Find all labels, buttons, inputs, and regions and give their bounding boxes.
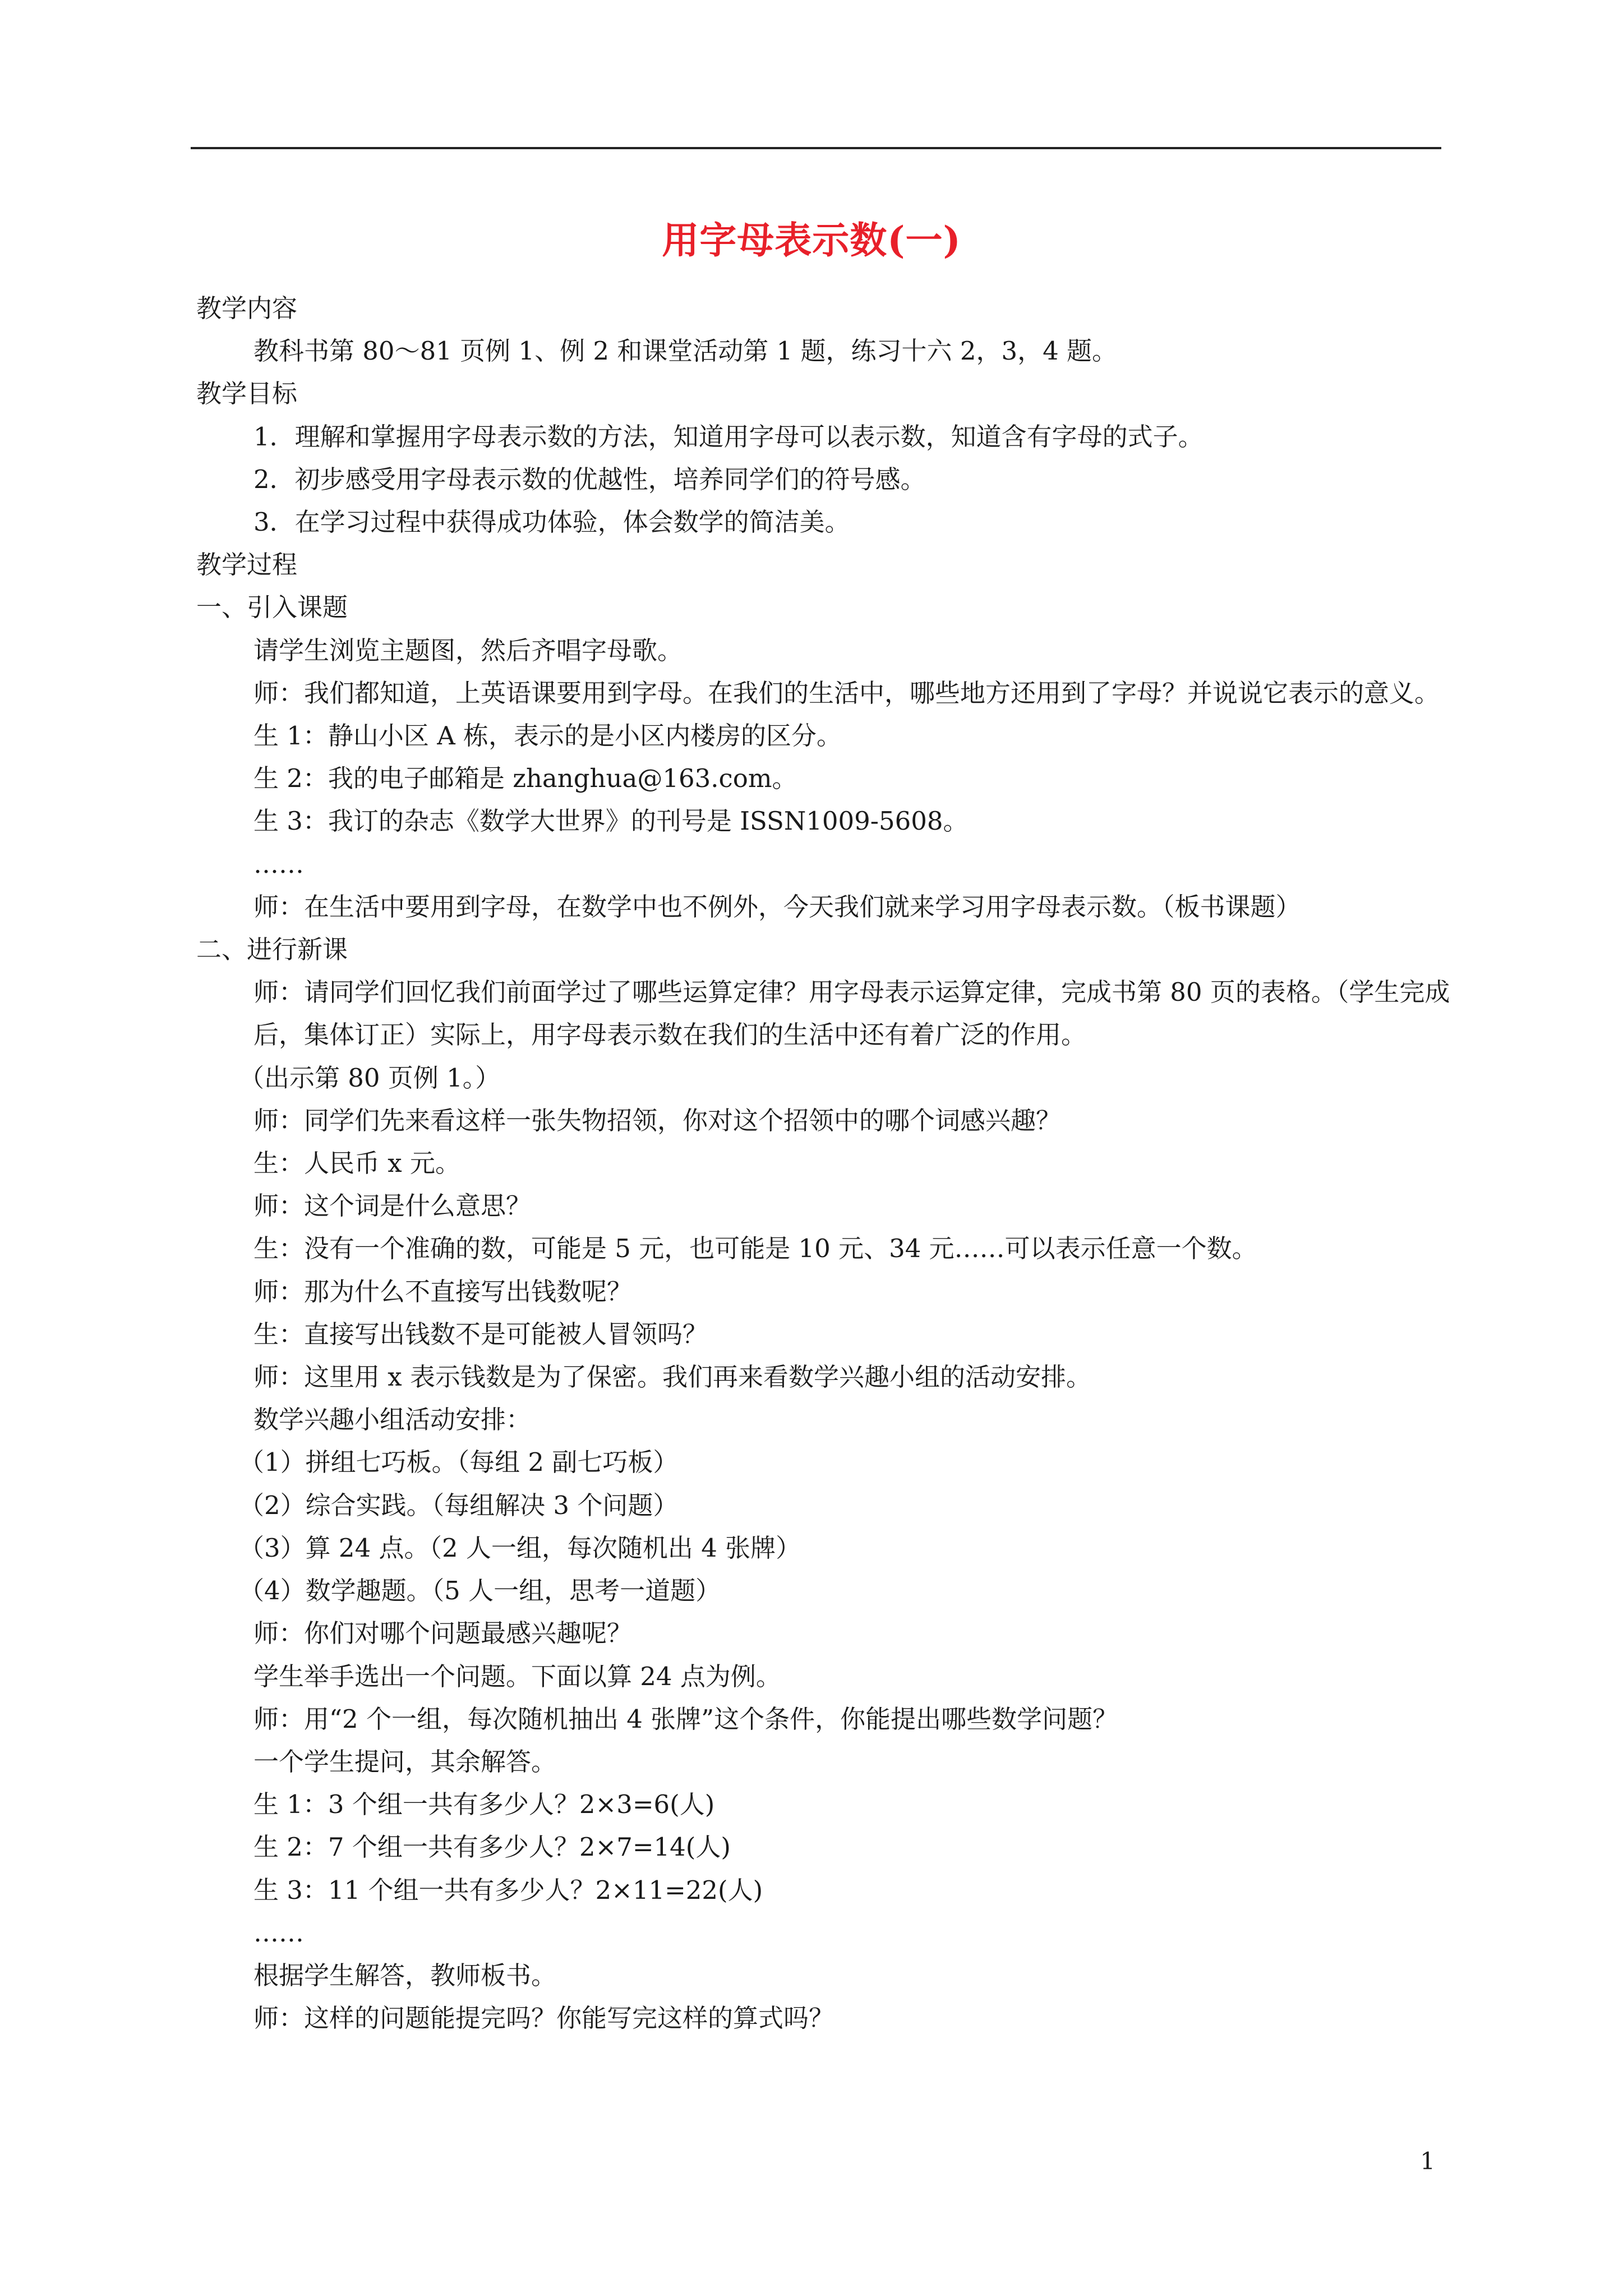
body-paragraph: ……: [253, 1917, 304, 1948]
body-paragraph: 请学生浏览主题图，然后齐唱字母歌。: [253, 635, 683, 665]
body-paragraph: （3）算 24 点。（2 人一组，每次随机出 4 张牌）: [239, 1533, 801, 1563]
body-paragraph: 师：同学们先来看这样一张失物招领，你对这个招领中的哪个词感兴趣？: [253, 1105, 1062, 1135]
body-paragraph: 师：在生活中要用到字母，在数学中也不例外，今天我们就来学习用字母表示数。（板书课题）: [253, 891, 1301, 922]
body-paragraph: 2．初步感受用字母表示数的优越性，培养同学们的符号感。: [253, 464, 926, 494]
body-paragraph: 生 3：11 个组一共有多少人？2×11=22(人): [253, 1875, 763, 1905]
body-paragraph: 师：请同学们回忆我们前面学过了哪些运算定律？用字母表示运算定律，完成书第 80 页的表格。（学生完成后，集体订正）实际上，用字母表示数在我们的生活中还有着广泛的作用。: [253, 977, 1450, 1050]
body-paragraph: 师：这里用 x 表示钱数是为了保密。我们再来看数学兴趣小组的活动安排。: [253, 1362, 1091, 1392]
body-paragraph: 师：我们都知道，上英语课要用到字母。在我们的生活中，哪些地方还用到了字母？并说说它表示的意义。: [253, 678, 1440, 708]
section-heading: 教学过程: [196, 550, 298, 580]
body-paragraph: 生 1：静山小区 A 栋，表示的是小区内楼房的区分。: [253, 721, 842, 751]
body-paragraph: （出示第 80 页例 1。）: [239, 1062, 501, 1093]
body-paragraph: 学生举手选出一个问题。下面以算 24 点为例。: [253, 1661, 781, 1691]
page-number: 1: [1420, 2147, 1435, 2175]
body-paragraph: （1）拼组七巧板。（每组 2 副七巧板）: [239, 1447, 679, 1478]
body-paragraph: 师：这样的问题能提完吗？你能写完这样的算式吗？: [253, 2003, 834, 2033]
body-paragraph: 一个学生提问，其余解答。: [253, 1746, 557, 1777]
body-paragraph: （4）数学趣题。（5 人一组，思考一道题）: [239, 1576, 721, 1606]
header-rule: [191, 147, 1441, 149]
document-body: [196, 287, 1453, 2040]
body-paragraph: 生：没有一个准确的数，可能是 5 元，也可能是 10 元、34 元……可以表示任意一个数。: [253, 1234, 1257, 1264]
body-paragraph: 生：直接写出钱数不是可能被人冒领吗？: [253, 1319, 708, 1349]
body-paragraph: 1．理解和掌握用字母表示数的方法，知道用字母可以表示数，知道含有字母的式子。: [253, 421, 1204, 452]
body-paragraph: 生 3：我订的杂志《数学大世界》的刊号是 ISSN1009-5608。: [253, 806, 969, 836]
section-heading: 教学目标: [196, 379, 298, 409]
body-paragraph: 师：用“2 个一组，每次随机抽出 4 张牌”这个条件，你能提出哪些数学问题？: [253, 1704, 1118, 1734]
body-paragraph: 师：这个词是什么意思？: [253, 1191, 532, 1221]
body-paragraph: 生：人民币 x 元。: [253, 1148, 460, 1179]
body-paragraph: ……: [253, 849, 304, 879]
body-paragraph: 生 1：3 个组一共有多少人？2×3=6(人): [253, 1789, 715, 1820]
section-heading: 教学内容: [196, 293, 298, 323]
body-paragraph: 生 2：7 个组一共有多少人？2×7=14(人): [253, 1832, 731, 1862]
section-heading: 二、进行新课: [196, 935, 348, 965]
body-paragraph: 生 2：我的电子邮箱是 zhanghua@163.com。: [253, 763, 797, 794]
body-paragraph: 3．在学习过程中获得成功体验，体会数学的简洁美。: [253, 507, 850, 537]
body-paragraph: （2）综合实践。（每组解决 3 个问题）: [239, 1490, 679, 1520]
body-paragraph: 师：你们对哪个问题最感兴趣呢？: [253, 1618, 633, 1649]
document-title: 用字母表示数(一): [662, 218, 961, 262]
body-paragraph: 教科书第 80～81 页例 1、例 2 和课堂活动第 1 题，练习十六 2，3，4 题。: [253, 336, 1118, 366]
body-paragraph: 数学兴趣小组活动安排：: [253, 1405, 532, 1435]
section-heading: 一、引入课题: [196, 592, 348, 623]
body-paragraph: 师：那为什么不直接写出钱数呢？: [253, 1276, 633, 1306]
body-paragraph: 根据学生解答，教师板书。: [253, 1960, 557, 1990]
